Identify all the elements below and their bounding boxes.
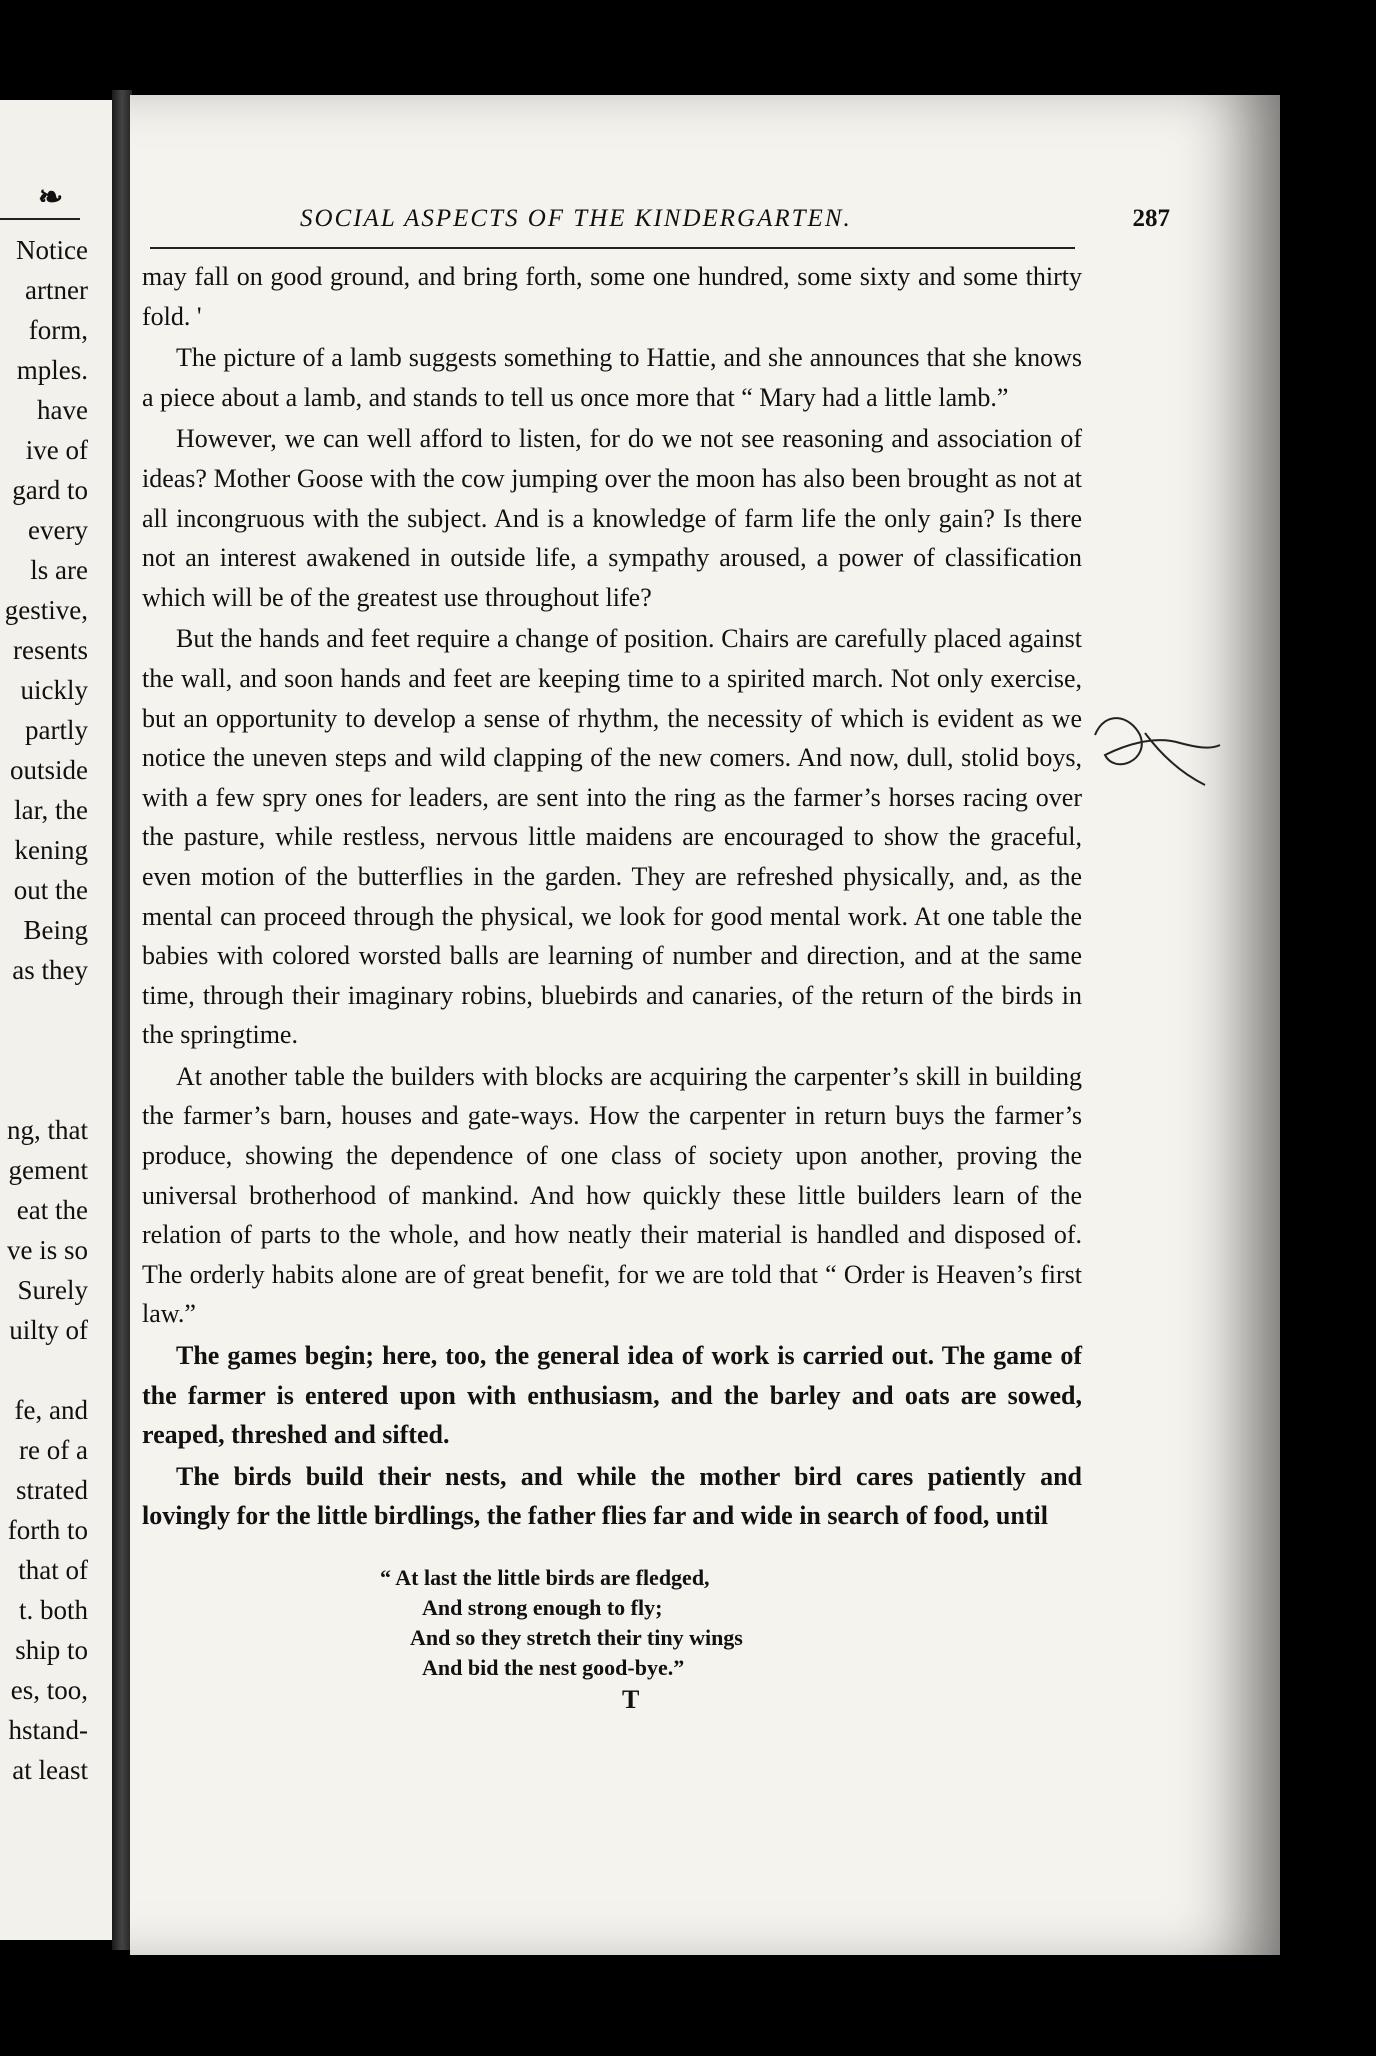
facing-page-line: partly <box>25 715 88 745</box>
body-paragraph: The birds build their nests, and while the mother bird cares patiently and lovingly for the little birdlings, the father flies far and wide in search of food, until <box>142 1461 1082 1531</box>
facing-page-line: gement <box>8 1155 88 1185</box>
body-paragraph: However, we can well afford to listen, for do we not see reasoning and association of ideas? Mother Goose with the cow jumping over the moon has also been brought as not at all incongruous with the subject. And is a knowledge of farm life the only gain? Is there not an interest awakened in outside life, a sympathy aroused, a power of classification which will be of the greatest use throughout life? <box>142 424 1082 612</box>
facing-page-line: re of a <box>19 1435 88 1465</box>
facing-page-line: forth to <box>7 1515 88 1545</box>
page-number: 287 <box>1132 205 1170 232</box>
facing-page-line: hstand- <box>8 1715 88 1745</box>
facing-page-fragment <box>0 100 112 1940</box>
facing-page-line: out the <box>13 875 88 905</box>
facing-page-line: lar, the <box>14 795 88 825</box>
verse-line: “ At last the little birds are fledged, <box>380 1565 710 1590</box>
signature-mark: T <box>622 1685 640 1714</box>
facing-page-line: es, too, <box>10 1675 88 1705</box>
page-header <box>130 205 1190 245</box>
facing-page-line <box>5 1030 88 1070</box>
facing-page-line: kening <box>14 835 88 865</box>
facing-page-line: that of <box>18 1555 88 1585</box>
facing-page-line: gard to <box>12 475 88 505</box>
facing-page-line: strated <box>16 1475 88 1505</box>
facing-page-line: at least <box>12 1755 88 1785</box>
book-gutter <box>112 90 132 1950</box>
verse-quotation <box>380 1563 743 1683</box>
facing-page-line: fe, and <box>14 1395 88 1425</box>
verse-line: And bid the nest good-bye.” <box>422 1655 685 1680</box>
verse-line: And strong enough to fly; <box>422 1595 663 1620</box>
facing-page-line: ive of <box>25 435 88 465</box>
facing-page-line: Notice <box>16 235 88 265</box>
facing-page-line: gestive, <box>4 595 88 625</box>
facing-page-line: ls are <box>30 555 88 585</box>
facing-page-line: form, <box>28 315 88 345</box>
header-rule <box>150 247 1075 249</box>
facing-page-line: ve is so <box>7 1235 88 1265</box>
body-text <box>142 257 1082 1538</box>
facing-page-line: mples. <box>16 355 88 385</box>
ornament-mark: ❧ <box>38 181 64 214</box>
facing-page-line: Being <box>23 915 88 945</box>
facing-page-line <box>5 1350 88 1390</box>
facing-page-header-rule <box>0 218 80 220</box>
facing-page-line: artner <box>25 275 88 305</box>
book-page <box>130 95 1280 1955</box>
facing-page-line: Surely <box>17 1275 88 1305</box>
body-paragraph: The games begin; here, too, the general idea of work is carried out. The game of the farmer is entered upon with enthusiasm, and the barley and oats are sowed, reaped, threshed and sifted. <box>142 1341 1082 1450</box>
facing-page-line: eat the <box>16 1195 88 1225</box>
body-paragraph: But the hands and feet require a change of position. Chairs are carefully placed against the wall, and soon hands and feet are keeping time to a spirited march. Not only exercise, but an opportunity to develop a sense of rhythm, the necessity of which is evident as we notice the uneven steps and wild clapping of the new comers. And now, dull, stolid boys, with a few spry ones for leaders, are sent into the ring as the farmer’s horses racing over the pasture, while restless, nervous little maidens are encouraged to show the graceful, even motion of the butterflies in the garden. They are refreshed physically, and, as the mental can proceed through the physical, we look for good mental work. At one table the babies with colored worsted balls are learning of number and direction, and at the same time, through their imaginary robins, bluebirds and canaries, of the return of the birds in the springtime. <box>142 624 1082 1050</box>
facing-page-line: outside <box>10 755 88 785</box>
facing-page-line: have <box>37 395 88 425</box>
margin-scribble-mark <box>1085 705 1225 795</box>
body-paragraph: At another table the builders with blocks are acquiring the carpenter’s skill in building the farmer’s barn, houses and gate-ways. How the carpenter in return buys the farmer’s produce, showing the dependence of one class of society upon another, proving the universal brotherhood of mankind. And how quickly these little builders learn of the relation of parts to the whole, and how neatly their material is handled and disposed of. The orderly habits alone are of great benefit, for we are told that “ Order is Heaven’s first law.” <box>142 1061 1082 1329</box>
facing-page-line: ship to <box>15 1635 88 1665</box>
facing-page-line <box>5 990 88 1030</box>
facing-page-text <box>5 230 88 1790</box>
facing-page-line: ng, that <box>7 1115 88 1145</box>
facing-page-line: resents <box>13 635 88 665</box>
facing-page-line: t. both <box>18 1595 88 1625</box>
body-paragraph: may fall on good ground, and bring forth, some one hundred, some sixty and some thirty fold. ' <box>142 262 1082 331</box>
running-head: SOCIAL ASPECTS OF THE KINDERGARTEN. <box>300 205 852 232</box>
facing-page-line: every <box>28 515 88 545</box>
verse-line: And so they stretch their tiny wings <box>410 1625 743 1650</box>
body-paragraph: The picture of a lamb suggests something to Hattie, and she announces that she knows a piece about a lamb, and stands to tell us once more that “ Mary had a little lamb.” <box>142 343 1082 412</box>
facing-page-line: as they <box>12 955 88 985</box>
facing-page-line: uilty of <box>9 1315 88 1345</box>
facing-page-line <box>5 1070 88 1110</box>
facing-page-line: uickly <box>20 675 88 705</box>
